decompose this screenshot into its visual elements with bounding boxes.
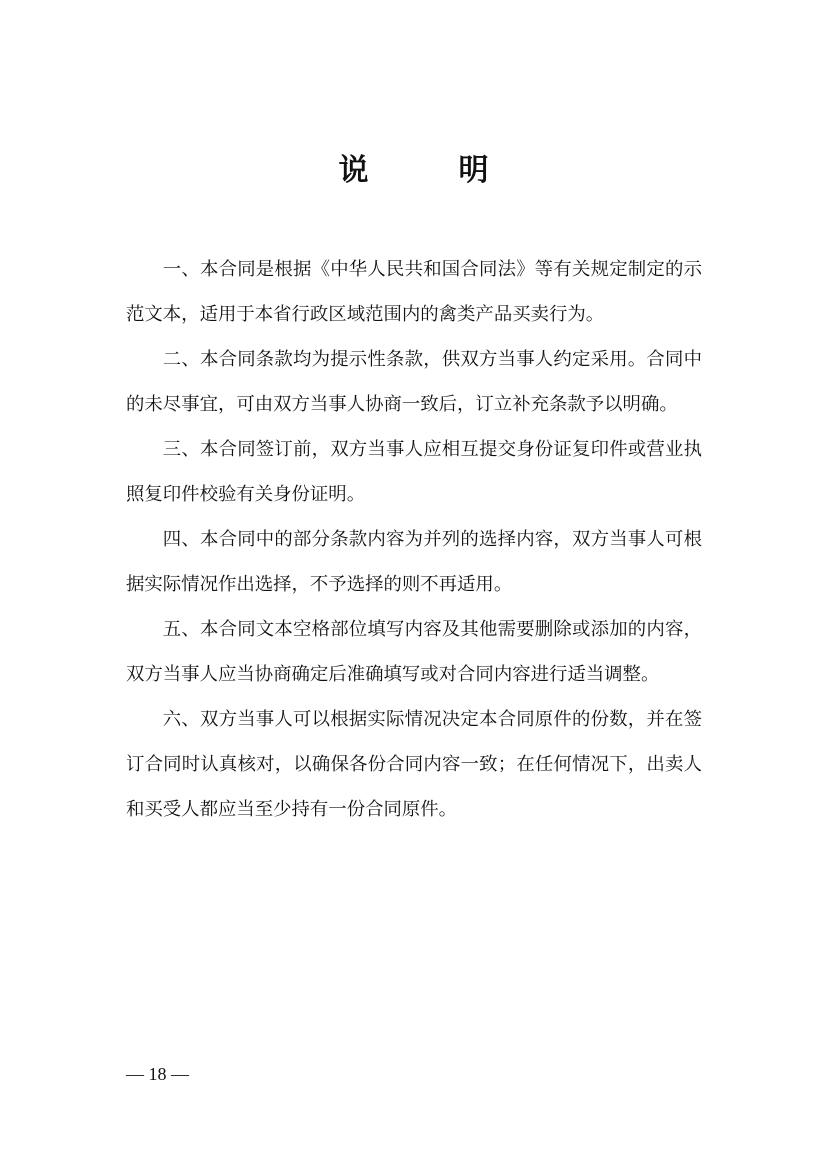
paragraph-2: 二、本合同条款均为提示性条款，供双方当事人约定采用。合同中的未尽事宜，可由双方当事人协商一致后，订立补充条款予以明确。	[126, 349, 702, 415]
paragraph-3: 三、本合同签订前，双方当事人应相互提交身份证复印件或营业执照复印件校验有关身份证明。	[126, 439, 702, 505]
document-title: 说 明	[338, 153, 519, 188]
document-body	[126, 247, 702, 832]
paragraph-1: 一、本合同是根据《中华人民共和国合同法》等有关规定制定的示范文本，适用于本省行政区域范围内的禽类产品买卖行为。	[126, 259, 702, 325]
paragraph-4: 四、本合同中的部分条款内容为并列的选择内容，双方当事人可根据实际情况作出选择，不予选择的则不再适用。	[126, 529, 702, 595]
page-number: — 18 —	[126, 1064, 189, 1084]
paragraph-5: 五、本合同文本空格部位填写内容及其他需要删除或添加的内容，双方当事人应当协商确定后准确填写或对合同内容进行适当调整。	[126, 619, 702, 685]
paragraph-6: 六、双方当事人可以根据实际情况决定本合同原件的份数，并在签订合同时认真核对，以确保各份合同内容一致；在任何情况下，出卖人和买受人都应当至少持有一份合同原件。	[126, 709, 702, 820]
